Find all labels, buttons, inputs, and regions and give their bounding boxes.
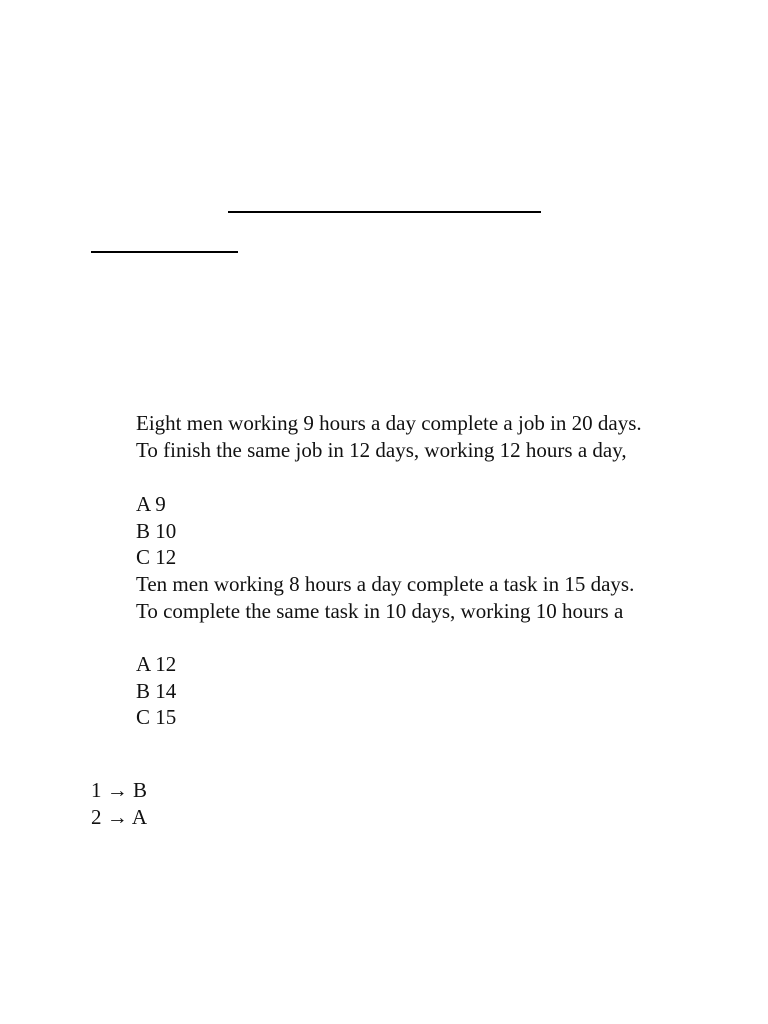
question-1-option-c: C 12 xyxy=(136,545,177,569)
question-2-option-b: B 14 xyxy=(136,679,177,703)
answer-2: 2 → A xyxy=(91,805,148,829)
question-2-option-c: C 15 xyxy=(136,705,177,729)
question-2-option-a: A 12 xyxy=(136,652,177,676)
question-2-line-1: Ten men working 8 hours a day complete a task in 15 days. xyxy=(136,572,635,596)
question-1-line-1: Eight men working 9 hours a day complete a job in 20 days. xyxy=(136,411,642,435)
title-underline xyxy=(228,211,541,213)
question-1-option-b: B 10 xyxy=(136,519,177,543)
answer-1: 1 → B xyxy=(91,778,148,802)
question-1-line-2: To finish the same job in 12 days, working 12 hours a day, xyxy=(136,438,627,462)
subtitle-underline xyxy=(91,251,238,253)
question-1-option-a: A 9 xyxy=(136,492,166,516)
question-2-line-2: To complete the same task in 10 days, working 10 hours a xyxy=(136,599,624,623)
